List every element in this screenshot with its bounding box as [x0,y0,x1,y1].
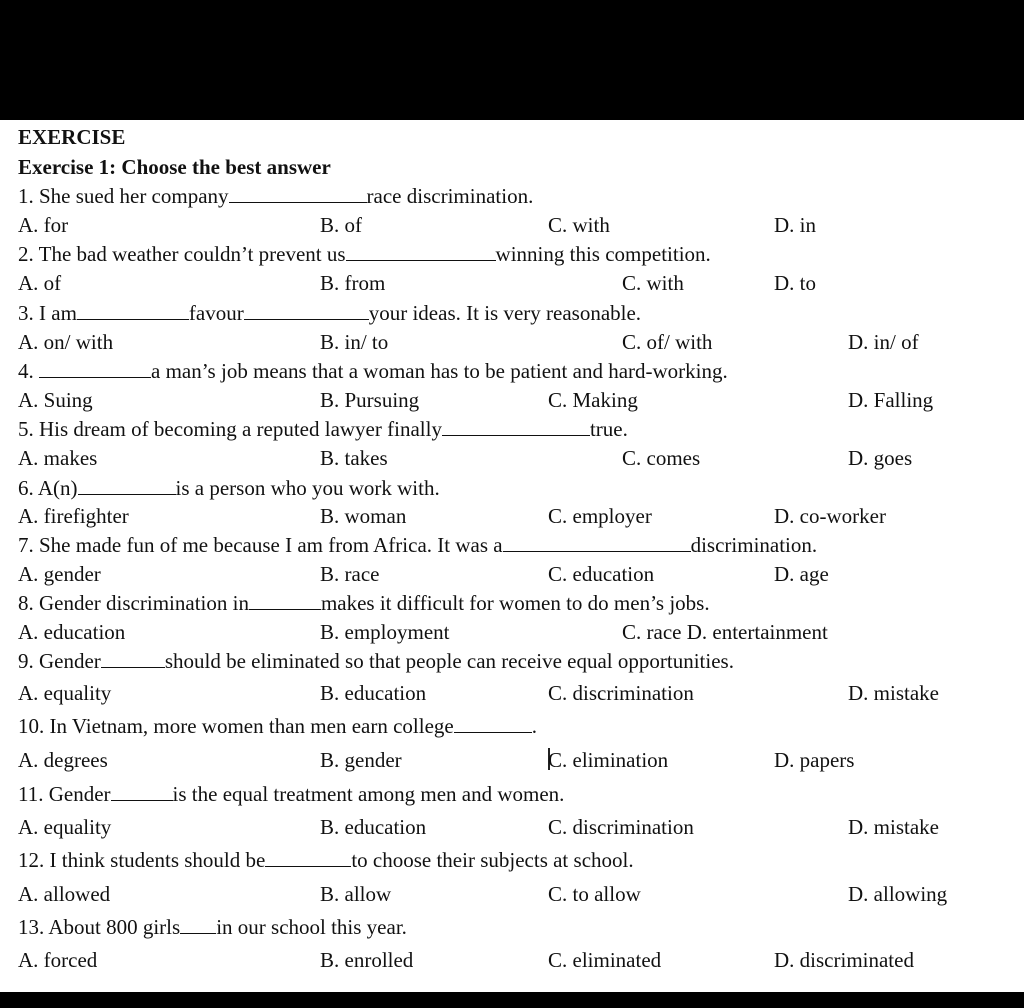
question-text: winning this competition. [495,242,711,266]
answer-blank [346,242,496,261]
question-text: should be eliminated so that people can receive equal opportunities. [164,649,734,673]
option-c [548,748,668,772]
question-text: is a person who you work with. [175,476,440,500]
option-d: D. co-worker [774,504,886,528]
option-c: C. eliminated [548,948,662,972]
option-d: D. mistake [848,815,939,839]
option-d: D. to [774,271,816,295]
answer-blank [229,184,367,203]
question-10 [18,714,537,738]
answer-blank [244,301,369,320]
question-2 [18,242,711,266]
question-text: in our school this year. [216,915,407,939]
option-a: A. of [18,271,62,295]
option-d: D. age [774,562,829,586]
answer-blank [77,301,189,320]
option-a: A. for [18,213,69,237]
option-c: C. education [548,562,655,586]
option-c: C. with [622,271,684,295]
page-title: EXERCISE [18,125,126,149]
question-text: 11. Gender [18,782,111,806]
question-text: 5. His dream of becoming a reputed lawyer finally [18,417,442,441]
question-text: makes it difficult for women to do men’s jobs. [320,591,710,615]
option-a: A. education [18,620,126,644]
option-d: D. goes [848,446,913,470]
question-text: 9. Gender [18,649,101,673]
question-1 [18,184,533,208]
document-page [0,120,1024,992]
option-c: C. comes [622,446,701,470]
option-a: A. firefighter [18,504,129,528]
option-d: D. Falling [848,388,934,412]
question-8 [18,591,710,615]
option-c: C. discrimination [548,681,694,705]
option-b: B. race [320,562,380,586]
question-text: 8. Gender discrimination in [18,591,249,615]
option-a: A. Suing [18,388,93,412]
answer-blank [101,649,165,668]
option-b: B. from [320,271,386,295]
option-b: B. in/ to [320,330,389,354]
question-text: true. [589,417,628,441]
option-a: A. on/ with [18,330,114,354]
option-c: C. to allow [548,882,641,906]
answer-blank [454,714,532,733]
question-text: to choose their subjects at school. [351,848,634,872]
option-d: D. mistake [848,681,939,705]
question-text: a man’s job means that a woman has to be patient and hard-working. [151,359,728,383]
answer-blank [180,915,216,934]
question-text: 10. In Vietnam, more women than men earn college [18,714,454,738]
option-a: A. equality [18,681,112,705]
option-d: D. in/ of [848,330,919,354]
question-3 [18,301,641,325]
question-text: your ideas. It is very reasonable. [368,301,642,325]
option-c: C. employer [548,504,652,528]
question-5 [18,417,628,441]
option-d: D. discriminated [774,948,914,972]
option-d: D. papers [774,748,855,772]
exercise-heading: Exercise 1: Choose the best answer [18,155,331,179]
option-c-text: C. elimination [548,748,669,772]
question-12 [18,848,634,872]
answer-blank [442,417,590,436]
question-text: 6. A(n) [18,476,78,500]
question-text: . [531,714,537,738]
option-c [622,620,828,644]
option-a: A. equality [18,815,112,839]
option-b: B. education [320,681,427,705]
question-text: race discrimination. [366,184,534,208]
question-text: 1. She sued her company [18,184,229,208]
option-a: A. forced [18,948,98,972]
question-9 [18,649,734,673]
question-13 [18,915,407,939]
option-b: B. enrolled [320,948,414,972]
question-text: 3. I am [18,301,77,325]
option-b: B. woman [320,504,407,528]
option-a: A. allowed [18,882,111,906]
question-text: 2. The bad weather couldn’t prevent us [18,242,346,266]
answer-blank [78,476,176,495]
answer-blank [111,782,173,801]
question-7 [18,533,817,557]
option-a: A. gender [18,562,101,586]
question-text: discrimination. [690,533,818,557]
option-a: A. makes [18,446,98,470]
option-b: B. takes [320,446,388,470]
question-6 [18,476,440,500]
answer-blank [249,591,321,610]
question-text: 4. [18,359,39,383]
option-c: C. discrimination [548,815,694,839]
option-d: D. entertainment [686,620,828,644]
bottom-black-band [0,992,1024,1008]
answer-blank [39,359,151,378]
option-b: B. gender [320,748,402,772]
option-d: D. in [774,213,816,237]
option-b: B. of [320,213,362,237]
top-black-band [0,0,1024,120]
option-a: A. degrees [18,748,108,772]
question-text: 12. I think students should be [18,848,266,872]
answer-blank [503,533,691,552]
option-b: B. employment [320,620,450,644]
question-4 [18,359,728,383]
option-c-text: C. race [622,620,682,644]
option-b: B. education [320,815,427,839]
question-text: 7. She made fun of me because I am from Africa. It was a [18,533,503,557]
option-c: C. Making [548,388,638,412]
option-c: C. with [548,213,610,237]
option-b: B. Pursuing [320,388,420,412]
answer-blank [265,848,351,867]
option-b: B. allow [320,882,392,906]
option-d: D. allowing [848,882,948,906]
question-text: is the equal treatment among men and women. [172,782,565,806]
question-text: favour [188,301,244,325]
question-11 [18,782,564,806]
question-text: 13. About 800 girls [18,915,181,939]
option-c: C. of/ with [622,330,713,354]
